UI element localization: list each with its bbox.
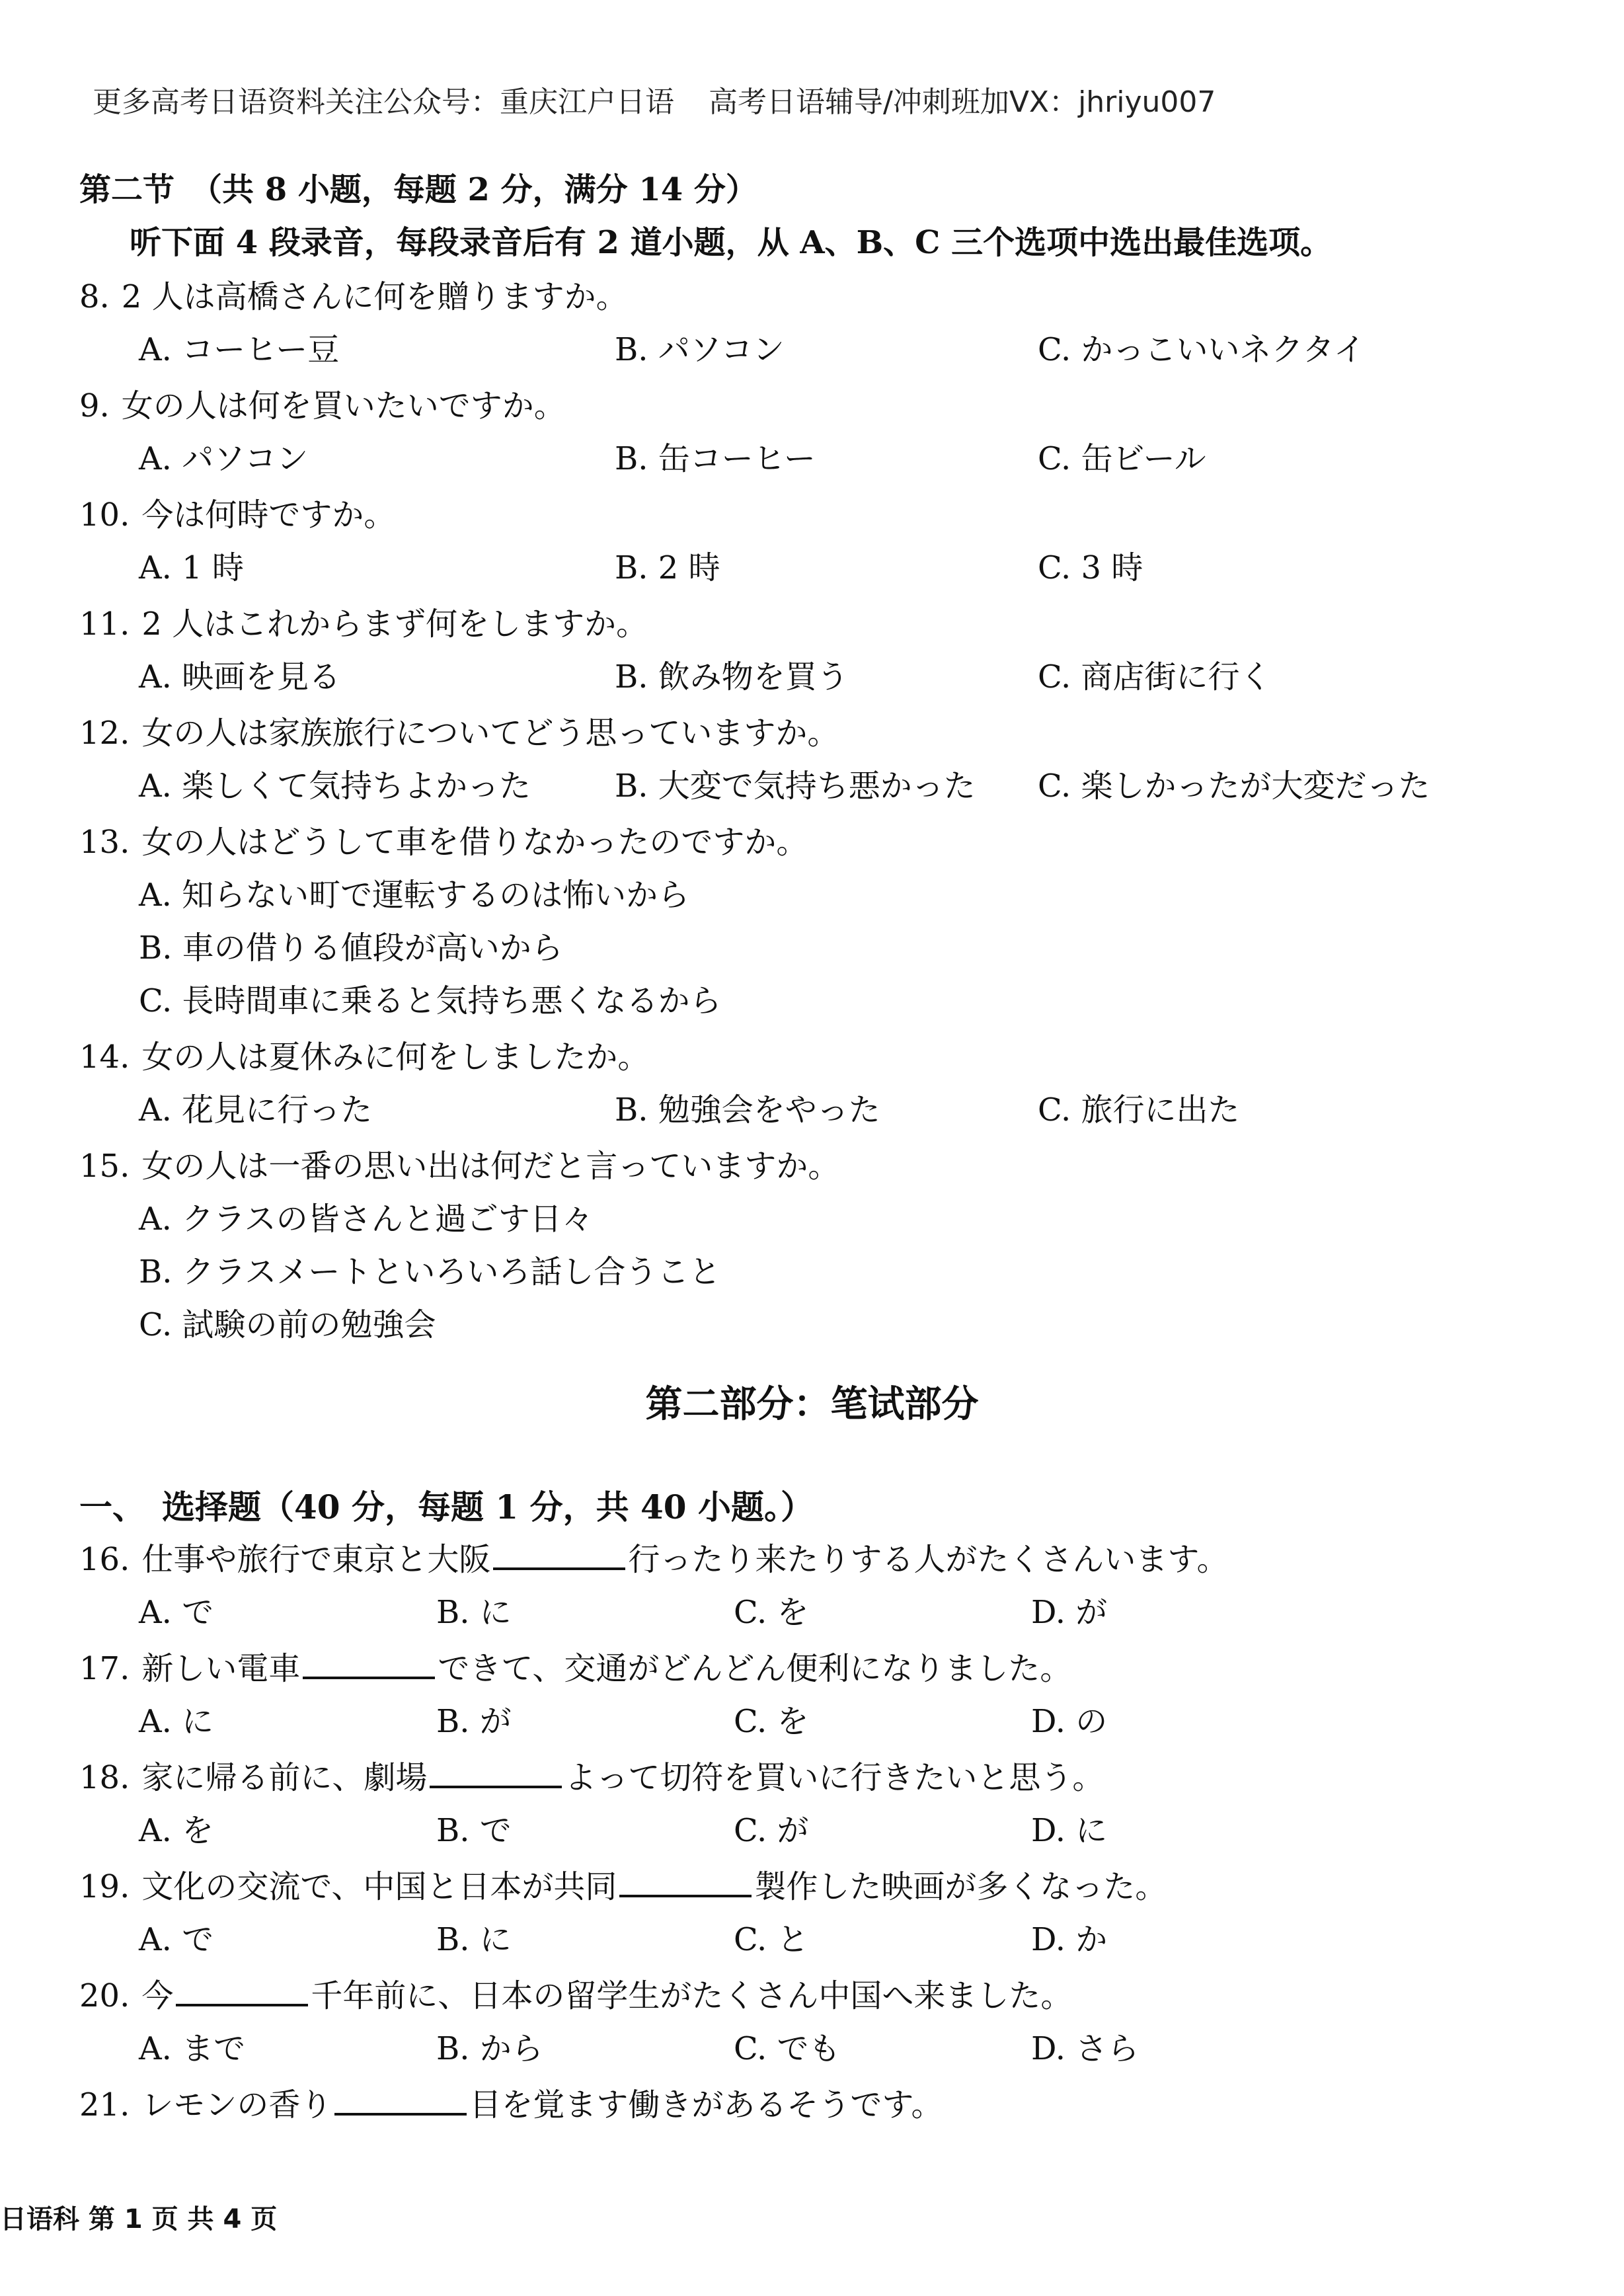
question-18 (79, 1752, 1104, 1798)
option-d: D. さら (1031, 2030, 1140, 2067)
question-stem-post: 行ったり来たりする人がたくさんいます。 (628, 1541, 1229, 1578)
option-b: B. に (436, 1921, 512, 1958)
question-stem-pre: 新しい電車 (141, 1650, 301, 1687)
option-c: C. かっこいいネクタイ (1038, 331, 1366, 368)
option-c: C. 3 時 (1038, 549, 1143, 586)
question-19 (79, 1861, 1167, 1907)
question-9 (79, 380, 566, 426)
question-stem-pre: 文化の交流で、中国と日本が共同 (141, 1868, 617, 1905)
part-title: 第二部分：笔试部分 (645, 1382, 979, 1426)
question-number: 21. (79, 2086, 130, 2123)
question-number: 15. (79, 1148, 130, 1185)
question-16 (79, 1534, 1229, 1579)
option-d: D. か (1031, 1921, 1108, 1958)
option-b: B. が (436, 1703, 512, 1740)
option-a: A. に (139, 1703, 214, 1740)
question-number: 11. (79, 606, 130, 643)
option-c: C. でも (734, 2030, 841, 2067)
question-stem: 女の人は何を買いたいですか。 (121, 387, 566, 424)
question-stem: 2 人は高橋さんに何を贈りますか。 (121, 278, 628, 315)
option-c: C. を (734, 1703, 809, 1740)
question-stem: 女の人は一番の思い出は何だと言っていますか。 (141, 1148, 840, 1185)
question-20 (79, 1970, 1072, 2016)
question-17 (79, 1643, 1071, 1688)
option-c: C. 楽しかったが大変だった (1038, 768, 1430, 805)
question-stem: 2 人はこれからまず何をしますか。 (141, 606, 648, 643)
option-a: A. 花見に行った (139, 1091, 373, 1128)
question-stem-post: 千年前に、日本の留学生がたくさん中国へ来ました。 (311, 1977, 1073, 2014)
question-stem-post: 目を覚ます働きがあるそうです。 (469, 2086, 943, 2123)
subsection-title: 一、 选择题（40 分，每题 1 分，共 40 小题。） (79, 1487, 814, 1526)
option-b: B. 車の借りる値段が高いから (139, 930, 563, 967)
option-c: C. 缶ビール (1038, 440, 1206, 477)
question-stem-pre: 家に帰る前に、劇場 (141, 1759, 428, 1796)
question-stem-pre: 仕事や旅行で東京と大阪 (141, 1541, 491, 1578)
question-8 (79, 271, 628, 317)
question-stem: 今は何時ですか。 (141, 496, 396, 534)
answer-blank (430, 1759, 562, 1788)
option-c: C. 長時間車に乗ると気持ち悪くなるから (139, 982, 722, 1019)
promo-header-left: 更多高考日语资料关注公众号：重庆江户日语 (93, 85, 674, 119)
option-c: C. 試験の前の勉強会 (139, 1306, 436, 1343)
option-a: A. 1 時 (139, 549, 244, 586)
option-a: A. で (139, 1594, 214, 1631)
option-d: D. の (1031, 1703, 1108, 1740)
option-a: A. コーヒー豆 (139, 331, 340, 368)
option-a: A. クラスの皆さんと過ごす日々 (139, 1201, 594, 1238)
question-number: 17. (79, 1650, 130, 1687)
option-b: B. に (436, 1594, 512, 1631)
answer-blank (493, 1541, 625, 1570)
question-21 (79, 2079, 943, 2125)
option-b: B. 飲み物を買う (615, 658, 849, 695)
question-stem: 女の人は夏休みに何をしましたか。 (141, 1039, 650, 1076)
option-c: C. が (734, 1812, 809, 1849)
question-number: 14. (79, 1039, 130, 1076)
option-b: B. 缶コーヒー (615, 440, 816, 477)
option-d: D. に (1031, 1812, 1108, 1849)
option-b: B. クラスメートといろいろ話し合うこと (139, 1253, 721, 1290)
option-a: A. まで (139, 2030, 246, 2067)
option-c: C. と (734, 1921, 809, 1958)
option-b: B. 勉強会をやった (615, 1091, 880, 1128)
question-number: 20. (79, 1977, 130, 2014)
question-12 (79, 707, 839, 753)
question-number: 12. (79, 715, 130, 752)
answer-blank (619, 1868, 752, 1897)
option-a: A. で (139, 1921, 214, 1958)
question-14 (79, 1031, 649, 1077)
question-stem-pre: 今 (141, 1977, 174, 2014)
section-instruction: 听下面 4 段录音，每段录音后有 2 道小题，从 A、B、C 三个选项中选出最佳选项。 (130, 224, 1333, 261)
question-number: 9. (79, 387, 110, 424)
question-15 (79, 1140, 839, 1186)
question-stem-post: できて、交通がどんどん便利になりました。 (438, 1650, 1072, 1687)
question-number: 18. (79, 1759, 130, 1796)
option-b: B. 2 時 (615, 549, 720, 586)
question-number: 19. (79, 1868, 130, 1905)
question-10 (79, 489, 395, 535)
option-a: A. 楽しくて気持ちよかった (139, 768, 531, 805)
question-number: 16. (79, 1541, 130, 1578)
option-a: A. 映画を見る (139, 658, 341, 695)
option-a: A. 知らない町で運転するのは怖いから (139, 877, 690, 914)
promo-header-right: 高考日语辅导/冲刺班加VX：jhriyu007 (709, 85, 1216, 119)
question-stem-post: よって切符を買いに行きたいと思う。 (564, 1759, 1104, 1796)
option-b: B. から (436, 2030, 543, 2067)
question-11 (79, 598, 648, 644)
option-a: A. を (139, 1812, 214, 1849)
question-number: 10. (79, 496, 130, 534)
question-stem: 女の人はどうして車を借りなかったのですか。 (141, 824, 808, 861)
option-c: C. 商店街に行く (1038, 658, 1272, 695)
option-a: A. パソコン (139, 440, 309, 477)
question-number: 8. (79, 278, 110, 315)
question-stem-pre: レモンの香り (141, 2086, 332, 2123)
option-b: B. 大変で気持ち悪かった (615, 768, 976, 805)
question-number: 13. (79, 824, 130, 861)
option-c: C. を (734, 1594, 809, 1631)
question-13 (79, 816, 808, 862)
promo-header (93, 78, 1216, 120)
page-footer: 日语科 第 1 页 共 4 页 (0, 2204, 278, 2235)
question-stem-post: 製作した映画が多くなった。 (754, 1868, 1167, 1905)
answer-blank (303, 1650, 435, 1679)
section-title: 第二节 （共 8 小题，每题 2 分，满分 14 分） (79, 171, 757, 208)
question-stem: 女の人は家族旅行についてどう思っていますか。 (141, 715, 839, 752)
option-c: C. 旅行に出た (1038, 1091, 1240, 1128)
option-d: D. が (1031, 1594, 1108, 1631)
answer-blank (334, 2086, 467, 2116)
option-b: B. で (436, 1812, 512, 1849)
option-b: B. パソコン (615, 331, 785, 368)
answer-blank (176, 1977, 308, 2006)
